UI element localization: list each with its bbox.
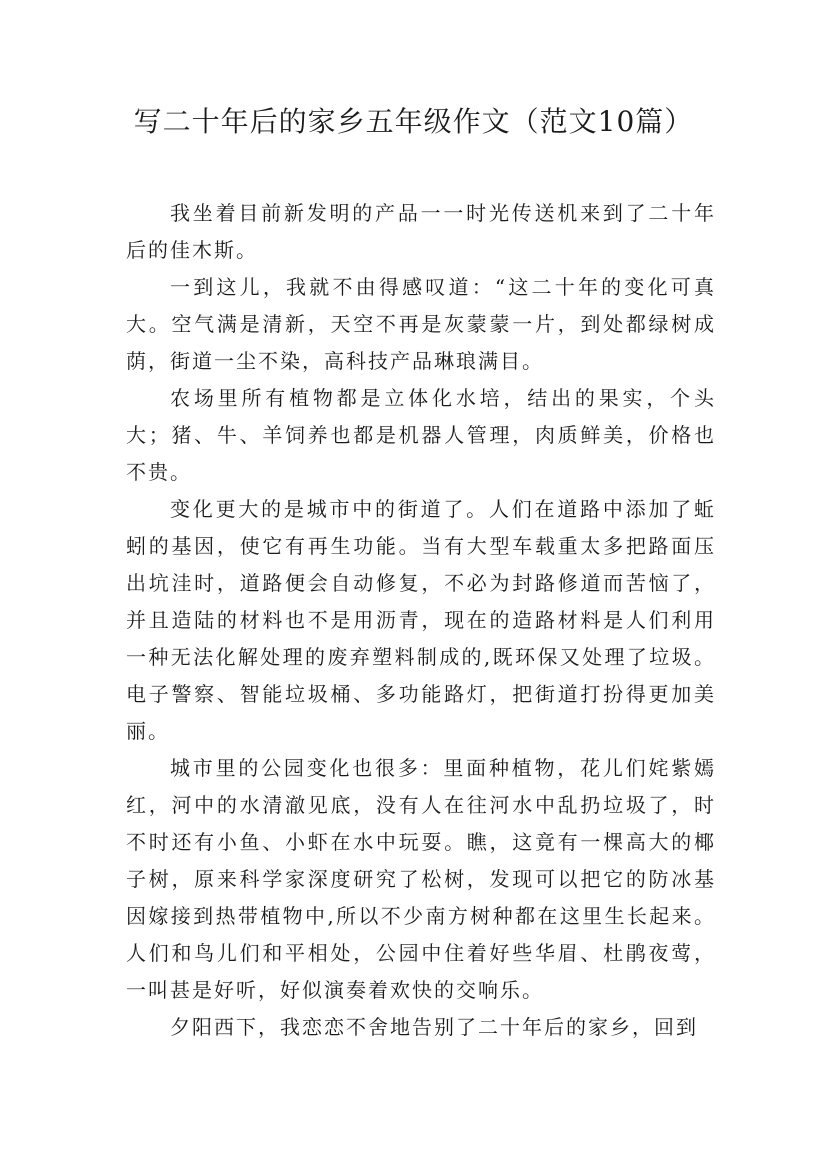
paragraph-2: 一到这儿，我就不由得感叹道：“这二十年的变化可真大。空气满是清新，天空不再是灰蒙蒙一片，到处都绿树成荫，街道一尘不染，高科技产品琳琅满目。 <box>126 275 716 373</box>
paragraph-4: 变化更大的是城市中的街道了。人们在道路中添加了蚯蚓的基因，使它有再生功能。当有大型车载重太多把路面压出坑洼时，道路便会自动修复，不必为封路修道而苦恼了，并且造陆的材料也不是用沥青，现在的造路材料是人们利用一种无法化解处理的废弃塑料制成的,既环保又处理了垃圾。电子警察、智能垃圾桶、多功能路灯，把街道打扮得更加美丽。 <box>126 497 716 743</box>
paragraph-6: 夕阳西下，我恋恋不舍地告别了二十年后的家乡，回到 <box>170 1015 698 1039</box>
document-title: 写二十年后的家乡五年级作文（范文10篇） <box>133 105 694 138</box>
paragraph-3: 农场里所有植物都是立体化水培，结出的果实，个头大；猪、牛、羊饲养也都是机器人管理，肉质鲜美，价格也不贵。 <box>126 386 716 484</box>
paragraph-1: 我坐着目前新发明的产品一一时光传送机来到了二十年后的佳木斯。 <box>126 201 716 262</box>
document-body <box>126 195 716 1046</box>
paragraph-5: 城市里的公园变化也很多：里面种植物，花儿们姹紫嫣红，河中的水清澈见底，没有人在往河水中乱扔垃圾了，时不时还有小鱼、小虾在水中玩耍。瞧，这竟有一棵高大的椰子树，原来科学家深度研究了松树，发现可以把它的防冰基因嫁接到热带植物中,所以不少南方树种都在这里生长起来。人们和鸟儿们和平相处，公园中住着好些华眉、杜鹃夜莺，一叫甚是好听，好似演奏着欢快的交响乐。 <box>126 756 716 1002</box>
